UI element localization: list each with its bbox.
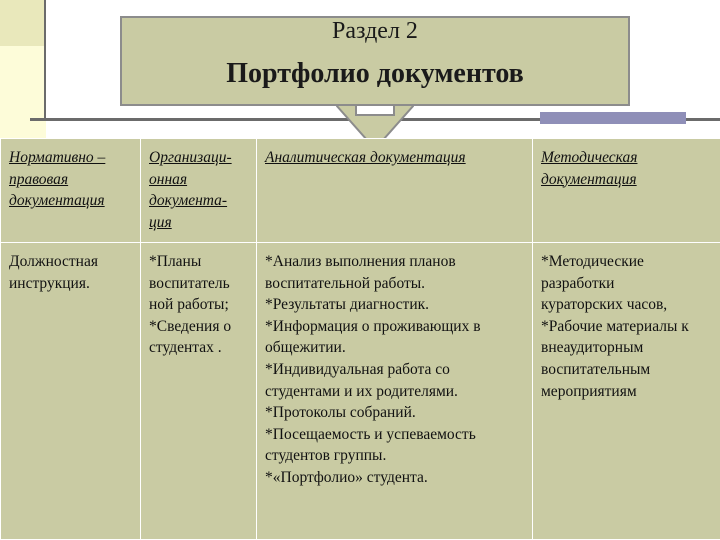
header-organizational: Организаци- онная документа- ция [141,139,257,243]
header-normative: Нормативно – правовая документация [1,139,141,243]
cell-analytical: *Анализ выполнения планов воспитательной работы. *Результаты диагностик. *Информация о проживающих в общежитии. *Индивидуальная работа со студентами и их родителями. *Протоколы собраний. *Посещаемость и успеваемость студентов группы. *«Портфолио» студента. [257,243,533,540]
cell-normative: Должностная инструкция. [1,243,141,540]
slide-title: Портфолио документов [226,58,524,89]
table-row [1,243,720,540]
cell-methodical: *Методические разработки кураторских часов, *Рабочие материалы к внеаудиторным воспитательным мероприятиям [533,243,720,540]
cell-organizational: *Планы воспитатель ной работы; *Сведения о студентах . [141,243,257,540]
decor-accent-bar [540,112,686,124]
decor-vertical-rule [44,0,46,120]
corner-decor-square [0,0,46,46]
header-analytical: Аналитическая документация [257,139,533,243]
documents-table [0,138,720,540]
section-label: Раздел 2 [332,18,418,44]
table-header-row [1,139,720,243]
title-callout [120,16,630,106]
header-methodical: Методическая документация [533,139,720,243]
